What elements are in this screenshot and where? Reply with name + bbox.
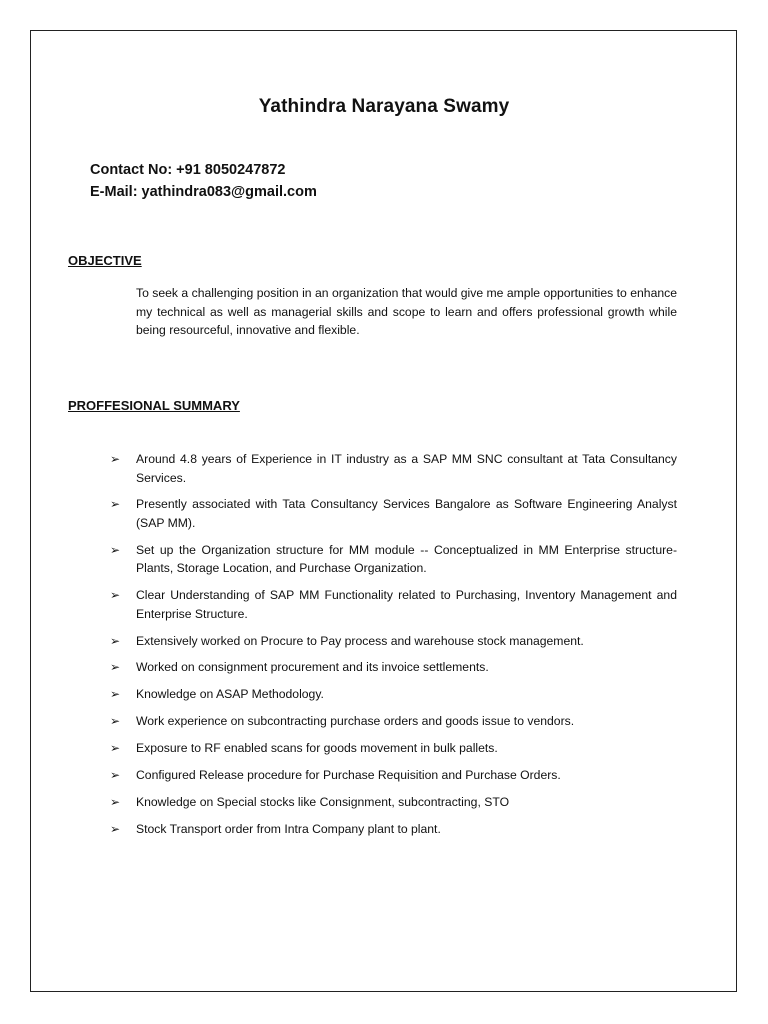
list-item-text: Clear Understanding of SAP MM Functionality related to Purchasing, Inventory Management and Enterprise Structure.: [136, 588, 677, 621]
contact-email: E-Mail: yathindra083@gmail.com: [90, 184, 317, 200]
arrowhead-bullet-icon: ➢: [110, 633, 121, 648]
list-item-text: Worked on consignment procurement and its invoice settlements.: [136, 660, 489, 675]
arrowhead-bullet-icon: ➢: [110, 497, 121, 512]
candidate-name: Yathindra Narayana Swamy: [258, 96, 510, 117]
arrowhead-bullet-icon: ➢: [110, 452, 121, 466]
list-item-text: Knowledge on ASAP Methodology.: [136, 687, 324, 702]
arrowhead-bullet-icon: ➢: [110, 794, 121, 809]
arrowhead-bullet-icon: ➢: [110, 542, 121, 557]
objective-text: To seek a challenging position in an organization that would give me ample opportunities to enhance my technical as well as managerial skills and scope to learn and offers professional growth while being resourceful, innovative and flexible.: [136, 286, 677, 337]
list-item-text: Stock Transport order from Intra Company plant to plant.: [136, 821, 441, 836]
arrowhead-bullet-icon: ➢: [110, 660, 121, 675]
list-item: [110, 739, 677, 758]
summary-heading: PROFFESIONAL SUMMARY: [68, 398, 240, 413]
list-item: [110, 495, 677, 532]
arrowhead-bullet-icon: ➢: [110, 768, 121, 783]
list-item-text: Work experience on subcontracting purchase orders and goods issue to vendors.: [136, 714, 575, 729]
list-item: [110, 685, 677, 704]
list-item: [110, 766, 677, 785]
list-item-text: Extensively worked on Procure to Pay process and warehouse stock management.: [136, 633, 584, 648]
list-item: [110, 586, 677, 623]
list-item-text: Set up the Organization structure for MM module -- Conceptualized in MM Enterprise structure- Plants, Storage Location, and Purchase Organization.: [136, 542, 677, 576]
list-item: [110, 450, 677, 487]
contact-phone: Contact No: +91 8050247872: [90, 162, 286, 178]
list-item-text: Presently associated with Tata Consultancy Services Bangalore as Software Engineering Analyst (SAP MM).: [136, 497, 677, 530]
arrowhead-bullet-icon: ➢: [110, 741, 121, 756]
list-item-text: Exposure to RF enabled scans for goods movement in bulk pallets.: [136, 741, 498, 756]
list-item: [110, 712, 677, 731]
objective-heading: OBJECTIVE: [68, 253, 142, 268]
list-item: [110, 658, 677, 677]
list-item: [110, 820, 677, 839]
list-item: [110, 793, 677, 812]
arrowhead-bullet-icon: ➢: [110, 588, 121, 603]
arrowhead-bullet-icon: ➢: [110, 714, 121, 729]
list-item: [110, 541, 677, 578]
list-item-text: Knowledge on Special stocks like Consignment, subcontracting, STO: [136, 794, 510, 809]
list-item-text: Configured Release procedure for Purchase Requisition and Purchase Orders.: [136, 768, 561, 783]
list-item: [110, 632, 677, 651]
arrowhead-bullet-icon: ➢: [110, 687, 121, 702]
summary-list: [110, 450, 677, 847]
arrowhead-bullet-icon: ➢: [110, 821, 121, 836]
contact-block: [90, 159, 317, 203]
list-item-text: Around 4.8 years of Experience in IT industry as a SAP MM SNC consultant at Tata Consultancy Services.: [136, 452, 677, 485]
